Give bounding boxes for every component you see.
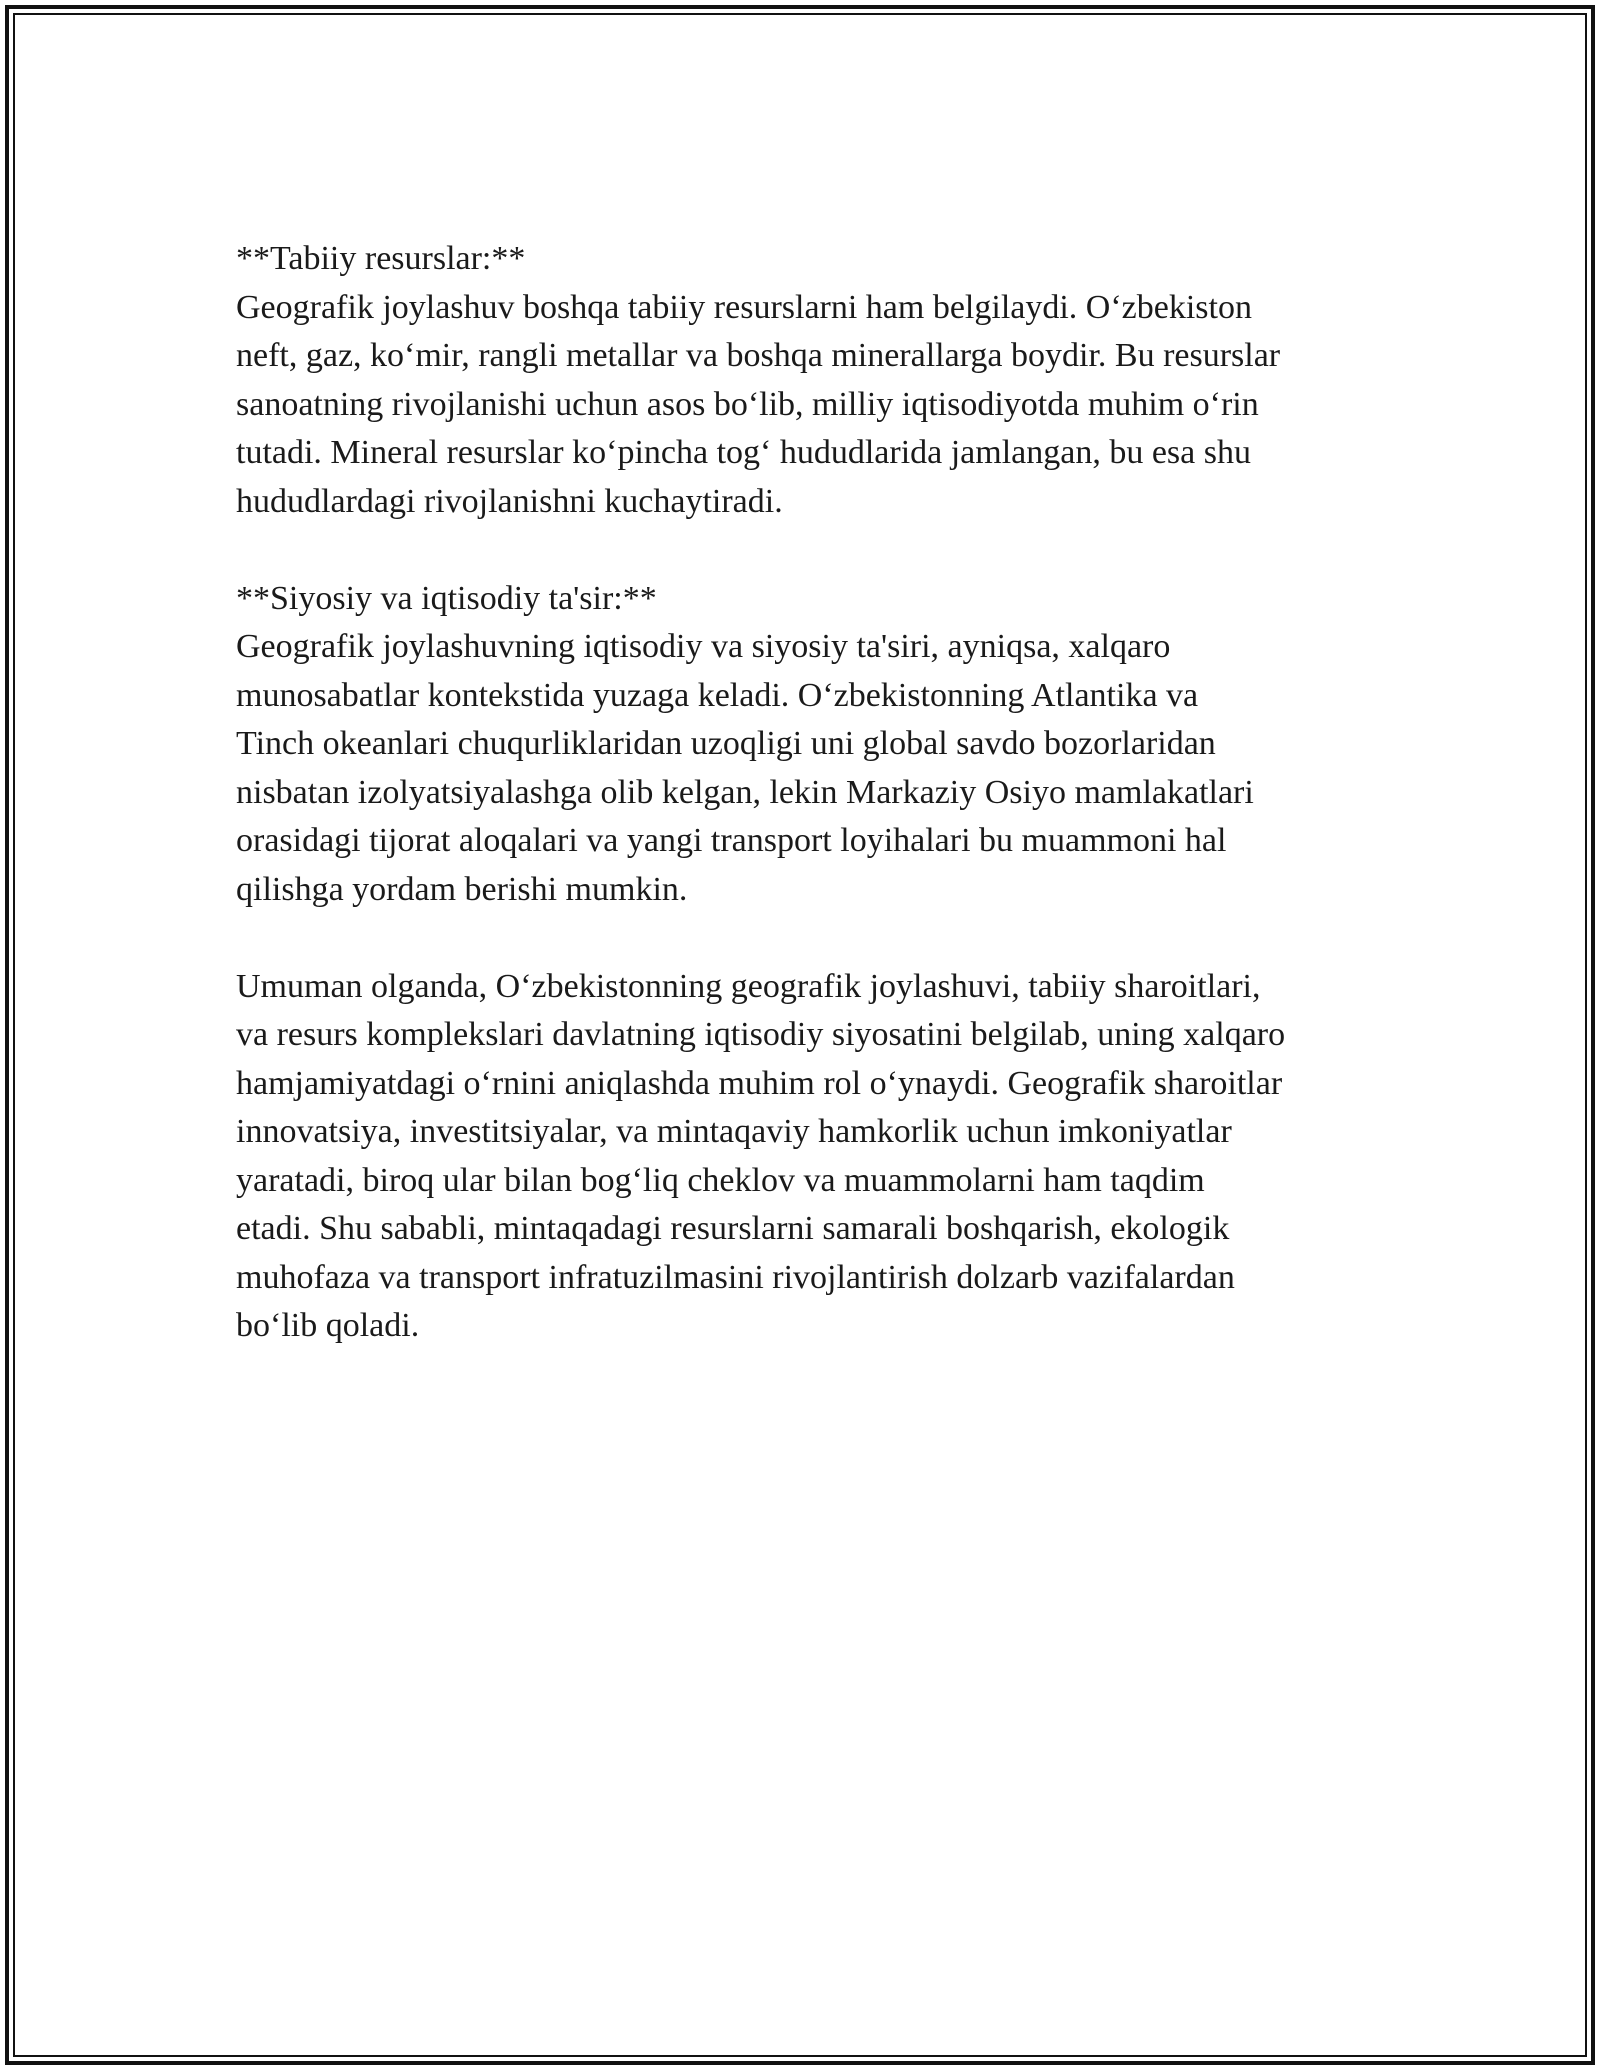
document-body: [236, 235, 1386, 1351]
text-line: Umuman olganda, O‘zbekistonning geografik joylashuvi, tabiiy sharoitlari,: [236, 967, 1261, 1005]
text-line: va resurs komplekslari davlatning iqtisodiy siyosatini belgilab, uning xalqaro: [236, 1016, 1286, 1053]
text-line: nisbatan izolyatsiyalashga olib kelgan, lekin Markaziy Osiyo mamlakatlari: [236, 773, 1254, 811]
text-line: bo‘lib qoladi.: [236, 1307, 420, 1344]
section-heading: **Tabiiy resurslar:**: [236, 240, 526, 277]
text-line: orasidagi tijorat aloqalari va yangi transport loyihalari bu muammoni hal: [236, 822, 1227, 859]
text-line: innovatsiya, investitsiyalar, va mintaqaviy hamkorlik uchun imkoniyatlar: [236, 1113, 1232, 1150]
text-line: yaratadi, biroq ular bilan bog‘liq cheklov va muammolarni ham taqdim: [236, 1161, 1205, 1199]
text-line: qilishga yordam berishi mumkin.: [236, 870, 688, 908]
text-line: etadi. Shu sababli, mintaqadagi resurslarni samarali boshqarish, ekologik: [236, 1210, 1230, 1247]
section-political-economic-impact: [236, 575, 1386, 915]
section-conclusion: [236, 963, 1386, 1351]
text-line: neft, gaz, ko‘mir, rangli metallar va boshqa minerallarga boydir. Bu resurslar: [236, 337, 1281, 374]
paragraph-spacer: [236, 526, 1386, 575]
paragraph: [236, 623, 1386, 914]
text-line: Geografik joylashuvning iqtisodiy va siyosiy ta'siri, ayniqsa, xalqaro: [236, 628, 1171, 665]
paragraph: [236, 963, 1386, 1351]
text-line: munosabatlar kontekstida yuzaga keladi. O‘zbekistonning Atlantika va: [236, 676, 1199, 714]
text-line: muhofaza va transport infratuzilmasini rivojlantirish dolzarb vazifalardan: [236, 1258, 1235, 1296]
paragraph-spacer: [236, 914, 1386, 963]
paragraph: [236, 284, 1386, 527]
text-line: Geografik joylashuv boshqa tabiiy resurslarni ham belgilaydi. O‘zbekiston: [236, 288, 1252, 326]
text-line: Tinch okeanlari chuqurliklaridan uzoqligi uni global savdo bozorlaridan: [236, 725, 1216, 762]
text-line: tutadi. Mineral resurslar ko‘pincha tog‘ hududlarida jamlangan, bu esa shu: [236, 434, 1251, 471]
text-line: hamjamiyatdagi o‘rnini aniqlashda muhim rol o‘ynaydi. Geografik sharoitlar: [236, 1064, 1283, 1102]
section-heading: **Siyosiy va iqtisodiy ta'sir:**: [236, 579, 657, 617]
section-natural-resources: [236, 235, 1386, 526]
text-line: hududlardagi rivojlanishni kuchaytiradi.: [236, 482, 783, 520]
text-line: sanoatning rivojlanishi uchun asos bo‘lib, milliy iqtisodiyotda muhim o‘rin: [236, 385, 1259, 423]
